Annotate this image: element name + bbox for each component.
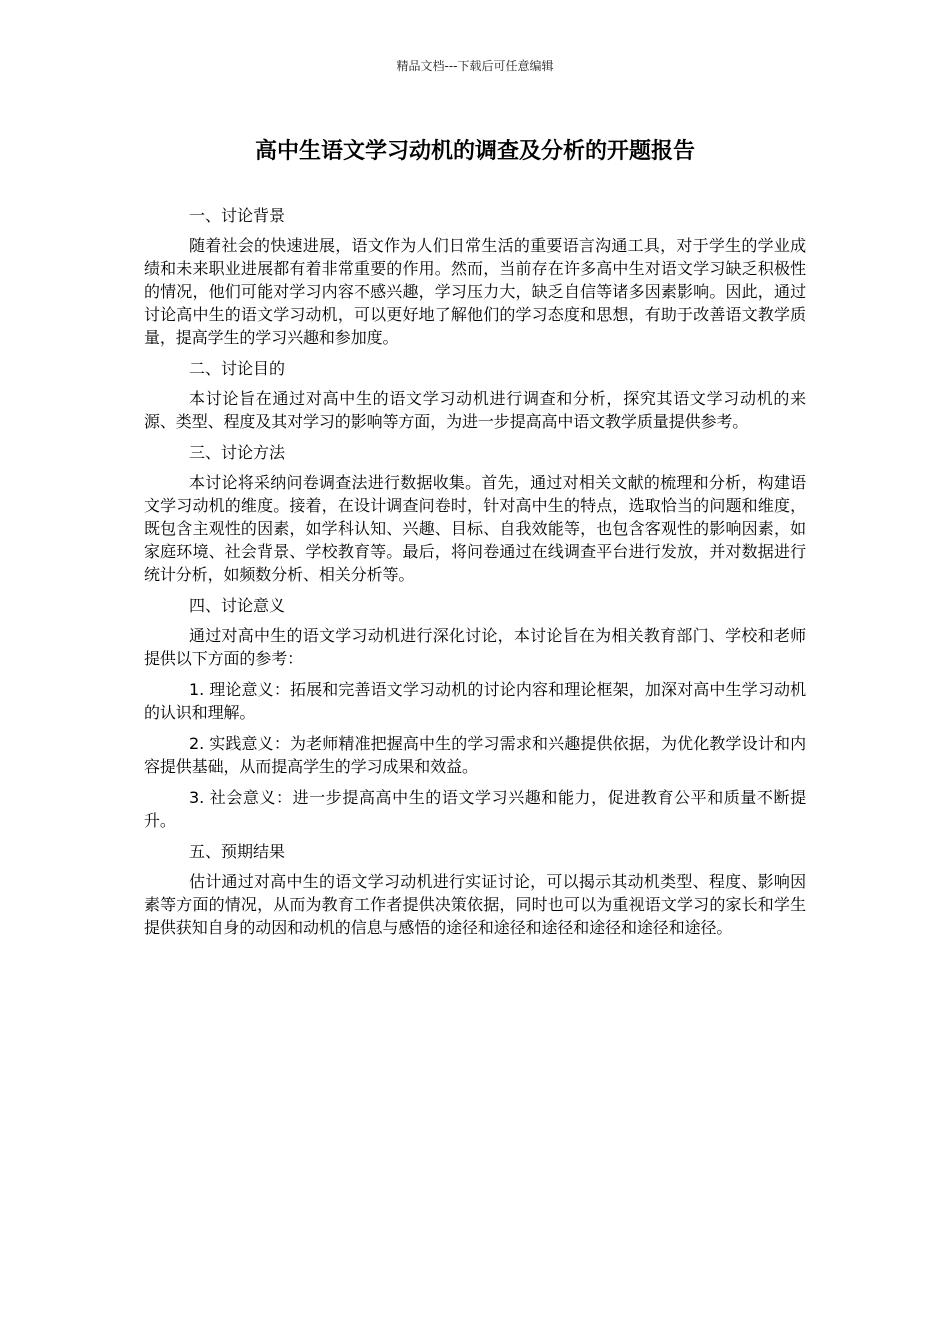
paragraph-results: 估计通过对高中生的语文学习动机进行实证讨论，可以揭示其动机类型、程度、影响因素等方面的情况，从而为教育工作者提供决策依据，同时也可以为重视语文学习的家长和学生提供获知自身的动因和动机的信息与感悟的途径和途径和途径和途径和途径和途径。 [144, 872, 806, 937]
document-title: 高中生语文学习动机的调查及分析的开题报告 [254, 139, 695, 164]
paragraph-method: 本讨论将采纳问卷调查法进行数据收集。首先，通过对相关文献的梳理和分析，构建语文学习动机的维度。接着，在设计调查问卷时，针对高中生的特点，选取恰当的问题和维度，既包含主观性的因素，如学科认知、兴趣、目标、自我效能等，也包含客观性的影响因素，如家庭环境、社会背景、学校教育等。最后，将问卷通过在线调查平台进行发放，并对数据进行统计分析，如频数分析、相关分析等。 [144, 473, 806, 584]
section-results [144, 840, 806, 939]
section-purpose [144, 357, 806, 433]
section-method [144, 441, 806, 586]
section-heading-results: 五、预期结果 [189, 842, 286, 861]
section-heading-background: 一、讨论背景 [189, 206, 286, 225]
section-heading-method: 三、讨论方法 [189, 443, 286, 462]
paragraph-significance-intro: 通过对高中生的语文学习动机进行深化讨论，本讨论旨在为相关教育部门、学校和老师提供以下方面的参考： [144, 626, 806, 668]
paragraph-purpose: 本讨论旨在通过对高中生的语文学习动机进行调查和分析，探究其语文学习动机的来源、类型、程度及其对学习的影响等方面，为进一步提高高中语文教学质量提供参考。 [144, 389, 806, 431]
list-item-social-significance: 3. 社会意义：进一步提高高中生的语文学习兴趣和能力，促进教育公平和质量不断提升。 [144, 788, 806, 830]
list-item-practical-significance: 2. 实践意义：为老师精准把握高中生的学习需求和兴趣提供依据，为优化教学设计和内容提供基础，从而提高学生的学习成果和效益。 [144, 734, 806, 776]
document-body [144, 204, 806, 947]
section-significance [144, 594, 806, 832]
section-heading-significance: 四、讨论意义 [189, 596, 286, 615]
paragraph-background: 随着社会的快速进展，语文作为人们日常生活的重要语言沟通工具，对于学生的学业成绩和未来职业进展都有着非常重要的作用。然而，当前存在许多高中生对语文学习缺乏积极性的情况，他们可能对学习内容不感兴趣，学习压力大，缺乏自信等诸多因素影响。因此，通过讨论高中生的语文学习动机，可以更好地了解他们的学习态度和思想，有助于改善语文教学质量，提高学生的学习兴趣和参加度。 [144, 236, 806, 347]
page-header-watermark: 精品文档---下载后可任意编辑 [396, 59, 554, 73]
section-heading-purpose: 二、讨论目的 [189, 359, 286, 378]
section-background [144, 204, 806, 349]
list-item-theoretical-significance: 1. 理论意义：拓展和完善语文学习动机的讨论内容和理论框架，加深对高中生学习动机的认识和理解。 [144, 680, 806, 722]
